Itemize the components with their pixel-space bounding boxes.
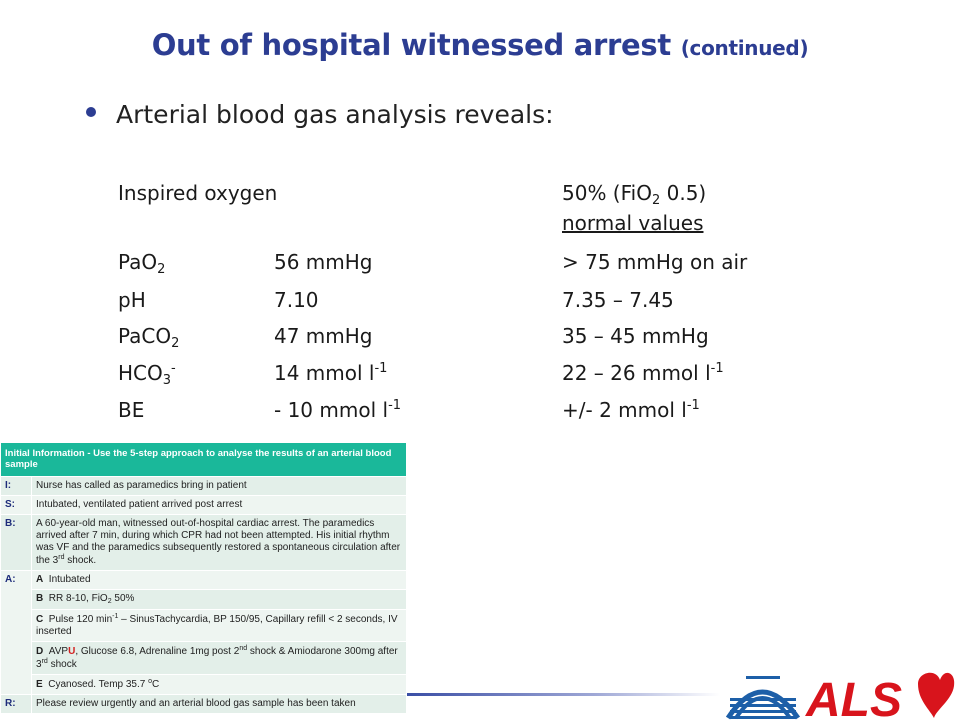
abg-label: PaCO$_2$ bbox=[118, 324, 180, 351]
inspired-value: 50% (FiO$_2$ 0.5) bbox=[562, 181, 707, 208]
abg-normal: +/- 2 mmol $l^{-1}$ bbox=[562, 398, 700, 422]
row-text: Nurse has called as paramedics bring in patient bbox=[32, 476, 407, 495]
row-text: Please review urgently and an arterial blood gas sample has been taken bbox=[32, 695, 407, 714]
abg-row bbox=[118, 361, 724, 388]
inspired-label: Inspired oxygen bbox=[118, 181, 278, 205]
abg-normal: 22 – 26 mmol $l^{-1}$ bbox=[562, 361, 724, 385]
abg-value: - 10 mmol $l^{-1}$ bbox=[274, 398, 402, 422]
title-suffix: (continued) bbox=[680, 36, 809, 60]
isbar-table bbox=[0, 442, 407, 714]
table-row bbox=[1, 589, 407, 609]
table-row bbox=[1, 514, 407, 570]
table-row bbox=[1, 610, 407, 642]
title-main: Out of hospital witnessed arrest bbox=[151, 28, 671, 62]
row-label: R: bbox=[1, 695, 32, 714]
abg-value: 56 mmHg bbox=[274, 250, 373, 274]
row-label: S: bbox=[1, 495, 32, 514]
normal-values-header: normal values bbox=[562, 211, 704, 235]
abg-row bbox=[118, 398, 700, 422]
abg-label: pH bbox=[118, 288, 146, 312]
table-header-row bbox=[1, 443, 407, 477]
table-header: Initial Information - Use the 5-step approach to analyse the results of an arterial blood sample bbox=[1, 443, 407, 477]
abg-label: PaO$_2$ bbox=[118, 250, 166, 277]
logo-text: ALS bbox=[806, 674, 902, 720]
abg-inspired-row bbox=[118, 181, 707, 208]
table-row bbox=[1, 642, 407, 675]
footer-divider bbox=[407, 693, 720, 696]
table-row bbox=[1, 570, 407, 589]
table-row bbox=[1, 675, 407, 695]
heart-icon bbox=[918, 673, 954, 718]
als-logo bbox=[726, 664, 956, 720]
abg-row bbox=[118, 324, 709, 351]
row-text: C Pulse 120 $\min^{-1}$ – SinusTachycardia, BP 150/95, Capillary refill < 2 seconds, IV inserted bbox=[32, 610, 407, 642]
abg-row bbox=[118, 250, 748, 277]
row-text: Intubated, ventilated patient arrived post arrest bbox=[32, 495, 407, 514]
table-row bbox=[1, 476, 407, 495]
row-text: A Intubated bbox=[32, 570, 407, 589]
abg-normal: 7.35 – 7.45 bbox=[562, 288, 674, 312]
abg-normal: > 75 mmHg on air bbox=[562, 250, 748, 274]
abg-label: $HCO_3^-$ bbox=[118, 361, 176, 388]
abg-value: 14 mmol $l^{-1}$ bbox=[274, 361, 388, 385]
table-row bbox=[1, 495, 407, 514]
abg-row bbox=[118, 288, 674, 312]
bullet-icon bbox=[86, 107, 96, 117]
bullet-point bbox=[86, 100, 554, 129]
abg-value: 47 mmHg bbox=[274, 324, 373, 348]
abg-normal: 35 – 45 mmHg bbox=[562, 324, 709, 348]
row-text: E Cyanosed. Temp 35.7 $^o$C bbox=[32, 675, 407, 695]
emblem-icon bbox=[728, 676, 798, 719]
abg-value: 7.10 bbox=[274, 288, 319, 312]
row-label: A: bbox=[1, 570, 32, 694]
abg-label: BE bbox=[118, 398, 145, 422]
row-label: I: bbox=[1, 476, 32, 495]
table-row bbox=[1, 695, 407, 714]
bullet-text: Arterial blood gas analysis reveals: bbox=[116, 100, 554, 129]
slide-title bbox=[0, 28, 960, 62]
row-label: B: bbox=[1, 514, 32, 570]
row-text: D AVPU, Glucose 6.8, Adrenaline 1mg post 2nd shock & Amiodarone 300mg after 3rd shock bbox=[32, 642, 407, 675]
row-text: A 60-year-old man, witnessed out-of-hospital cardiac arrest. The paramedics arrived after 7 min, during which CPR had not been attempted. His initial rhythm was VF and the paramedics subsequently restored a spontaneous circulation after the 3rd shock. bbox=[32, 514, 407, 570]
row-text: B RR 8-10, FiO$_2$ 50% bbox=[32, 589, 407, 609]
